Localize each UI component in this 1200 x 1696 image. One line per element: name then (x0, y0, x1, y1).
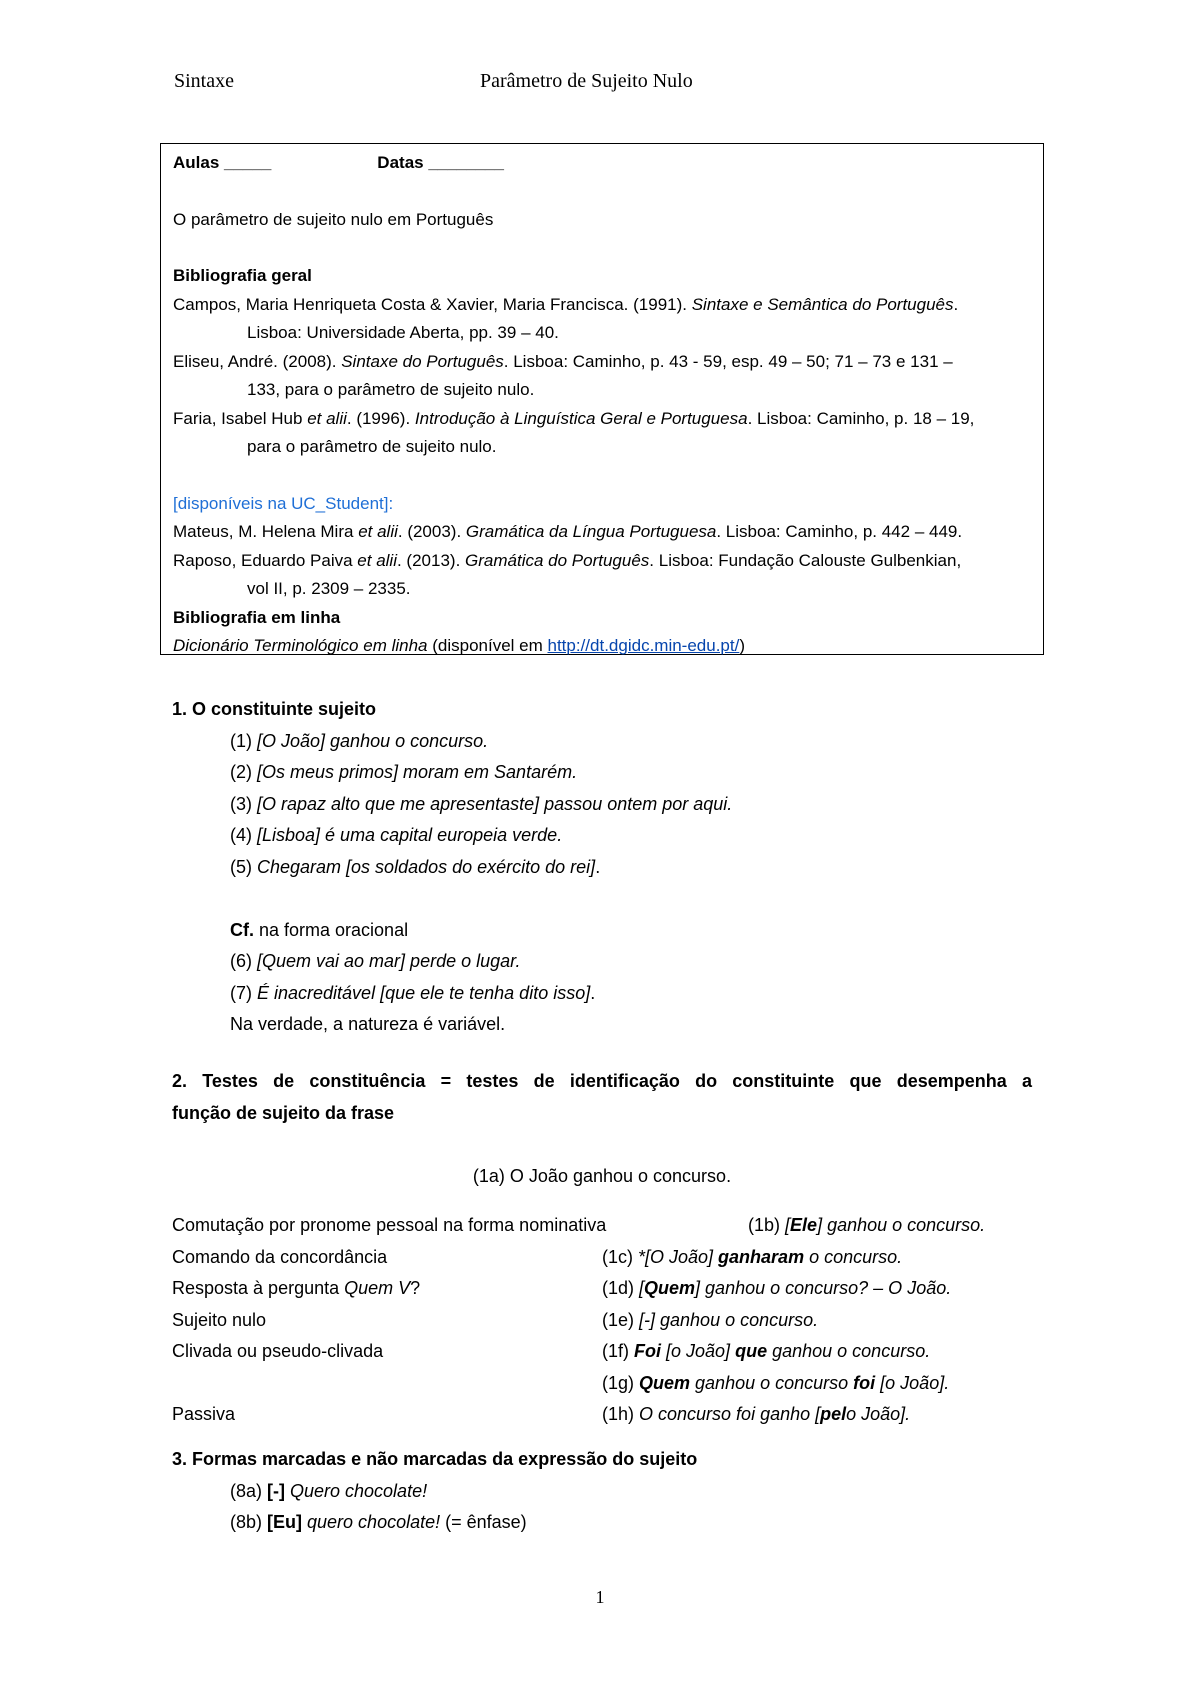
info-box (160, 143, 1044, 655)
reference-faria-cont: para o parâmetro de sujeito nulo. (247, 437, 497, 456)
example-7: (7) É inacreditável [que ele te tenha dito isso]. (230, 982, 596, 1003)
datas-field: Datas ________ (377, 153, 504, 172)
page-number: 1 (595, 1587, 605, 1607)
example-5: (5) Chegaram [os soldados do exército do rei]. (230, 856, 601, 877)
test-row: Clivada ou pseudo-clivada (1f) Foi [o João] que ganhou o concurso. (172, 1341, 931, 1361)
reference-faria: Faria, Isabel Hub et alii. (1996). Introdução à Linguística Geral e Portuguesa. Lisboa: Caminho, p. 18 – 19, (173, 408, 975, 428)
available-note: [disponíveis na UC_Student]: (173, 493, 394, 513)
reference-eliseu: Eliseu, André. (2008). Sintaxe do Português. Lisboa: Caminho, p. 43 - 59, esp. 49 – 50; 71 – 73 e 131 – (173, 351, 953, 371)
section-3 (172, 1444, 1032, 1539)
constituency-tests (172, 1210, 1032, 1431)
reference-online: Dicionário Terminológico em linha (disponível em http://dt.dgidc.min-edu.pt/) (173, 636, 746, 655)
online-bibliography-heading: Bibliografia em linha (173, 607, 341, 627)
header-course: Sintaxe (174, 70, 234, 92)
example-8a: (8a) [-] Quero chocolate! (230, 1480, 428, 1501)
example-8b: (8b) [Eu] quero chocolate! (= ênfase) (230, 1512, 527, 1532)
test-row: Passiva (1h) O concurso foi ganho [pelo João]. (172, 1404, 911, 1424)
reference-raposo-cont: vol II, p. 2309 – 2335. (247, 579, 411, 598)
test-row: Resposta à pergunta Quem V? (1d) [Quem] ganhou o concurso? – O João. (172, 1278, 952, 1298)
aulas-datas-row (173, 149, 1033, 178)
box-title: O parâmetro de sujeito nulo em Português (173, 209, 494, 229)
example-2: (2) [Os meus primos] moram em Santarém. (230, 762, 578, 782)
section-2 (172, 1066, 1032, 1192)
reference-campos-cont: Lisboa: Universidade Aberta, pp. 39 – 40. (247, 323, 559, 342)
section-1 (172, 694, 1032, 1041)
test-row: Comutação por pronome pessoal na forma nominativa (1b) [Ele] ganhou o concurso. (172, 1215, 986, 1235)
section-3-heading: 3. Formas marcadas e não marcadas da expressão do sujeito (172, 1449, 698, 1469)
test-row: Sujeito nulo (1e) [-] ganhou o concurso. (172, 1309, 819, 1330)
reference-raposo: Raposo, Eduardo Paiva et alii. (2013). Gramática do Português. Lisboa: Fundação Calouste Gulbenkian, (173, 550, 962, 570)
example-6: (6) [Quem vai ao mar] perde o lugar. (230, 951, 521, 971)
reference-campos: Campos, Maria Henriqueta Costa & Xavier, Maria Francisca. (1991). Sintaxe e Semântica do Português. (173, 294, 959, 314)
test-row: (1g) Quem ganhou o concurso foi [o João]. (602, 1372, 950, 1393)
header-topic: Parâmetro de Sujeito Nulo (480, 70, 693, 92)
example-1a: (1a) O João ganhou o concurso. (472, 1165, 732, 1186)
reference-mateus: Mateus, M. Helena Mira et alii. (2003). Gramática da Língua Portuguesa. Lisboa: Caminho, p. 442 – 449. (173, 522, 963, 541)
variability-note: Na verdade, a natureza é variável. (230, 1014, 506, 1034)
reference-eliseu-cont: 133, para o parâmetro de sujeito nulo. (247, 380, 535, 399)
page-header (174, 70, 1054, 100)
dictionary-link[interactable]: http://dt.dgidc.min-edu.pt/ (547, 636, 740, 655)
example-3: (3) [O rapaz alto que me apresentaste] passou ontem por aqui. (230, 793, 733, 814)
section-2-heading-line1: 2. Testes de constituência = testes de identificação do constituinte que desempenha a (172, 1071, 1032, 1091)
example-4: (4) [Lisboa] é uma capital europeia verde. (230, 825, 563, 845)
cf-note: Cf. na forma oracional (230, 919, 409, 940)
bibliography-heading: Bibliografia geral (173, 266, 312, 285)
test-row: Comando da concordância (1c) *[O João] ganharam o concurso. (172, 1246, 903, 1267)
section-2-heading-line2: função de sujeito da frase (172, 1102, 395, 1123)
example-1: (1) [O João] ganhou o concurso. (230, 730, 489, 751)
section-1-heading: 1. O constituinte sujeito (172, 699, 377, 719)
aulas-field: Aulas _____ (173, 153, 272, 172)
